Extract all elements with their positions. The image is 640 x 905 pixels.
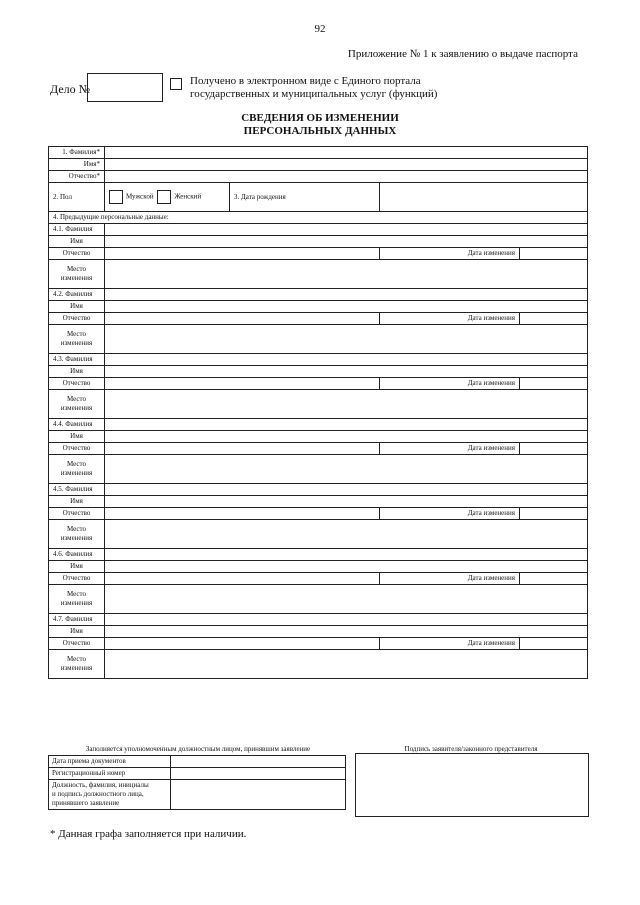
prev-surname-row — [49, 224, 588, 236]
change-place-label-line-2: изменения — [60, 599, 93, 607]
change-place-label-line-2: изменения — [60, 534, 93, 542]
epgu-label-line-2: государственных и муниципальных услуг (функций) — [190, 88, 438, 100]
prev-name-label: Имя — [49, 431, 105, 443]
prev-surname-row — [49, 354, 588, 366]
prev-patronymic-label: Отчество — [49, 573, 105, 585]
change-place-label-line-2: изменения — [60, 404, 93, 412]
prev-name-field[interactable] — [105, 366, 588, 378]
change-date-label: Дата изменения — [380, 573, 520, 585]
epgu-checkbox[interactable] — [170, 78, 182, 90]
change-date-label: Дата изменения — [380, 313, 520, 325]
prev-name-field[interactable] — [105, 301, 588, 313]
sex-row — [49, 183, 588, 212]
prev-patronymic-field[interactable] — [105, 378, 380, 390]
prev-surname-row — [49, 419, 588, 431]
birth-date-label: 3. Дата рождения — [230, 183, 380, 212]
name-row — [49, 159, 588, 171]
receipt-date-field[interactable] — [171, 756, 346, 768]
prev-patronymic-label: Отчество — [49, 638, 105, 650]
change-date-field[interactable] — [520, 248, 588, 260]
change-place-row — [49, 520, 588, 549]
official-position-label — [49, 780, 171, 810]
reg-number-label: Регистрационный номер — [49, 768, 171, 780]
official-table — [48, 755, 346, 810]
change-place-field[interactable] — [105, 260, 588, 289]
prev-surname-label: 4.3. Фамилия — [49, 354, 105, 366]
appendix-note: Приложение № 1 к заявлению о выдаче паспорта — [347, 48, 578, 60]
change-place-label — [49, 520, 105, 549]
prev-name-label: Имя — [49, 626, 105, 638]
prev-patronymic-row — [49, 313, 588, 325]
prev-surname-field[interactable] — [105, 224, 588, 236]
change-place-field[interactable] — [105, 585, 588, 614]
prev-surname-row — [49, 614, 588, 626]
prev-patronymic-label: Отчество — [49, 508, 105, 520]
page-number: 92 — [314, 23, 326, 35]
official-caption: Заполняется уполномоченным должностным лицом, принявшим заявление — [85, 745, 311, 753]
prev-patronymic-field[interactable] — [105, 638, 380, 650]
prev-name-row — [49, 236, 588, 248]
official-position-line-3: принявшего заявление — [52, 799, 120, 807]
change-place-field[interactable] — [105, 520, 588, 549]
change-date-label: Дата изменения — [380, 248, 520, 260]
change-place-field[interactable] — [105, 390, 588, 419]
prev-patronymic-row — [49, 443, 588, 455]
prev-name-row — [49, 626, 588, 638]
prev-name-row — [49, 366, 588, 378]
change-date-label: Дата изменения — [380, 638, 520, 650]
prev-surname-field[interactable] — [105, 289, 588, 301]
male-label: Мужской — [126, 192, 154, 201]
receipt-date-label: Дата приема документов — [49, 756, 171, 768]
change-place-label-line-1: Место — [67, 525, 86, 533]
prev-patronymic-row — [49, 248, 588, 260]
personal-data-form — [48, 146, 588, 679]
prev-patronymic-row — [49, 378, 588, 390]
female-label: Женский — [174, 192, 202, 201]
prev-patronymic-field[interactable] — [105, 443, 380, 455]
prev-name-label: Имя — [49, 236, 105, 248]
signature-caption: Подпись заявителя/законного представителя — [404, 745, 538, 753]
name-field[interactable] — [105, 159, 588, 171]
prev-name-row — [49, 301, 588, 313]
change-place-row — [49, 260, 588, 289]
document-title-line-1: СВЕДЕНИЯ ОБ ИЗМЕНЕНИИ — [241, 112, 399, 124]
change-place-field[interactable] — [105, 650, 588, 679]
change-place-label-line-1: Место — [67, 330, 86, 338]
prev-surname-field[interactable] — [105, 484, 588, 496]
name-label: Имя* — [49, 159, 105, 171]
prev-patronymic-row — [49, 508, 588, 520]
change-place-field[interactable] — [105, 455, 588, 484]
change-date-field[interactable] — [520, 378, 588, 390]
prev-surname-field[interactable] — [105, 419, 588, 431]
female-checkbox[interactable] — [157, 190, 171, 204]
official-position-field[interactable] — [171, 780, 346, 810]
footnote: * Данная графа заполняется при наличии. — [50, 828, 247, 840]
change-place-label-line-2: изменения — [60, 274, 93, 282]
prev-name-label: Имя — [49, 561, 105, 573]
change-place-label — [49, 260, 105, 289]
prev-surname-label: 4.1. Фамилия — [49, 224, 105, 236]
change-date-field[interactable] — [520, 508, 588, 520]
prev-surname-row — [49, 484, 588, 496]
official-position-line-1: Должность, фамилия, инициалы — [52, 781, 149, 789]
change-place-row — [49, 455, 588, 484]
prev-patronymic-label: Отчество — [49, 248, 105, 260]
sex-label: 2. Пол — [49, 183, 105, 212]
prev-surname-row — [49, 549, 588, 561]
prev-patronymic-field[interactable] — [105, 313, 380, 325]
male-checkbox[interactable] — [109, 190, 123, 204]
change-place-label-line-2: изменения — [60, 339, 93, 347]
prev-patronymic-label: Отчество — [49, 378, 105, 390]
prev-patronymic-field[interactable] — [105, 508, 380, 520]
prev-name-field[interactable] — [105, 626, 588, 638]
change-date-field[interactable] — [520, 573, 588, 585]
change-place-row — [49, 325, 588, 354]
change-place-label-line-2: изменения — [60, 469, 93, 477]
prev-name-label: Имя — [49, 301, 105, 313]
reg-number-row — [49, 768, 346, 780]
receipt-date-row — [49, 756, 346, 768]
epgu-label-line-1: Получено в электронном виде с Единого портала — [190, 75, 421, 87]
prev-name-row — [49, 431, 588, 443]
case-number-field[interactable] — [87, 73, 163, 102]
change-date-field[interactable] — [520, 313, 588, 325]
prev-surname-field[interactable] — [105, 549, 588, 561]
patronymic-field[interactable] — [105, 171, 588, 183]
change-date-field[interactable] — [520, 443, 588, 455]
prev-name-field[interactable] — [105, 431, 588, 443]
surname-label: 1. Фамилия* — [49, 147, 105, 159]
prev-name-field[interactable] — [105, 496, 588, 508]
patronymic-row — [49, 171, 588, 183]
prev-surname-label: 4.7. Фамилия — [49, 614, 105, 626]
document-title — [0, 112, 640, 138]
prev-patronymic-row — [49, 638, 588, 650]
change-date-label: Дата изменения — [380, 508, 520, 520]
change-place-label-line-1: Место — [67, 590, 86, 598]
prev-patronymic-label: Отчество — [49, 443, 105, 455]
change-date-field[interactable] — [520, 638, 588, 650]
change-place-field[interactable] — [105, 325, 588, 354]
prev-surname-field[interactable] — [105, 354, 588, 366]
prev-patronymic-row — [49, 573, 588, 585]
patronymic-label: Отчество* — [49, 171, 105, 183]
prev-surname-label: 4.6. Фамилия — [49, 549, 105, 561]
change-place-label — [49, 650, 105, 679]
change-place-label-line-1: Место — [67, 265, 86, 273]
change-place-row — [49, 585, 588, 614]
change-place-label — [49, 390, 105, 419]
change-place-label-line-1: Место — [67, 655, 86, 663]
previous-data-label: 4. Предыдущие персональные данные: — [49, 212, 588, 224]
change-place-label — [49, 585, 105, 614]
prev-surname-row — [49, 289, 588, 301]
previous-data-row — [49, 212, 588, 224]
change-place-label-line-1: Место — [67, 395, 86, 403]
signature-box[interactable] — [355, 753, 589, 817]
document-title-line-2: ПЕРСОНАЛЬНЫХ ДАННЫХ — [243, 125, 397, 137]
change-place-label-line-1: Место — [67, 460, 86, 468]
prev-name-row — [49, 561, 588, 573]
epgu-label — [190, 75, 437, 101]
prev-name-label: Имя — [49, 366, 105, 378]
official-position-line-2: и подпись должностного лица, — [52, 790, 144, 798]
prev-surname-label: 4.4. Фамилия — [49, 419, 105, 431]
prev-name-field[interactable] — [105, 561, 588, 573]
prev-surname-label: 4.2. Фамилия — [49, 289, 105, 301]
change-date-label: Дата изменения — [380, 443, 520, 455]
prev-name-row — [49, 496, 588, 508]
prev-name-label: Имя — [49, 496, 105, 508]
prev-surname-field[interactable] — [105, 614, 588, 626]
official-position-row — [49, 780, 346, 810]
prev-patronymic-field[interactable] — [105, 248, 380, 260]
sex-options — [105, 183, 230, 212]
birth-date-field[interactable] — [380, 183, 588, 212]
change-place-label — [49, 455, 105, 484]
prev-surname-label: 4.5. Фамилия — [49, 484, 105, 496]
prev-patronymic-field[interactable] — [105, 573, 380, 585]
surname-field[interactable] — [105, 147, 588, 159]
change-place-label-line-2: изменения — [60, 664, 93, 672]
change-date-label: Дата изменения — [380, 378, 520, 390]
surname-row — [49, 147, 588, 159]
change-place-row — [49, 650, 588, 679]
reg-number-field[interactable] — [171, 768, 346, 780]
change-place-label — [49, 325, 105, 354]
change-place-row — [49, 390, 588, 419]
prev-name-field[interactable] — [105, 236, 588, 248]
prev-patronymic-label: Отчество — [49, 313, 105, 325]
case-number-label: Дело № — [50, 82, 91, 96]
